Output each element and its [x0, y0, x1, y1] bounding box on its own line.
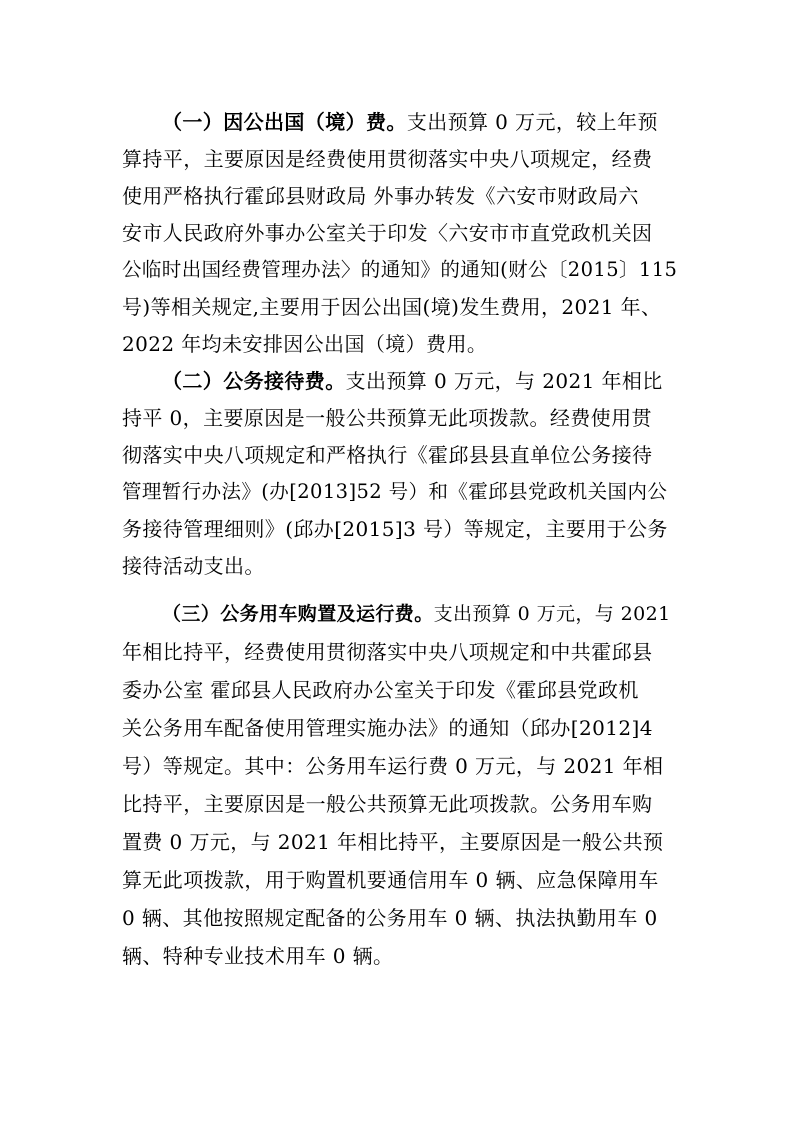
paragraph-2-line-3: 彻落实中央八项规定和严格执行《霍邱县县直单位公务接待 [122, 443, 653, 467]
paragraph-2-heading: （二）公务接待费。 [162, 369, 346, 393]
paragraph-3-line-7: 置费 0 万元，与 2021 年相比持平，主要原因是一般公共预 [122, 830, 664, 854]
paragraph-2-line-2: 持平 0，主要原因是一般公共预算无此项拨款。经费使用贯 [122, 406, 652, 430]
paragraph-3-line-1 [162, 599, 678, 629]
paragraph-2-line-4: 管理暂行办法》(办[2013]52 号）和《霍邱县党政机关国内公 [122, 480, 668, 503]
paragraph-1-line-5: 公临时出国经费管理办法〉的通知》的通知(财公〔2015〕115 [122, 258, 678, 281]
paragraph-3-text: 支出预算 0 万元，与 2021 [433, 603, 671, 625]
paragraph-1-text: 支出预算 0 万元，较上年预 [406, 110, 658, 134]
paragraph-2-line-5: 务接待管理细则》(邱办[2015]3 号）等规定，主要用于公务 [122, 517, 668, 541]
paragraph-3-line-3: 委办公室 霍邱县人民政府办公室关于印发《霍邱县党政机 [122, 678, 639, 702]
paragraph-1-heading: （一）因公出国（境）费。 [162, 110, 407, 134]
paragraph-1-line-7: 2022 年均未安排因公出国（境）费用。 [122, 332, 488, 356]
paragraph-1-line-4: 安市人民政府外事办公室关于印发〈六安市市直党政机关因 [122, 221, 653, 245]
paragraph-3-heading: （三）公务用车购置及运行费。 [162, 603, 434, 625]
paragraph-1-line-2: 算持平，主要原因是经费使用贯彻落实中央八项规定，经费 [122, 147, 653, 171]
paragraph-2-line-6: 接待活动支出。 [122, 554, 265, 578]
paragraph-1-line-1 [162, 107, 678, 137]
paragraph-2-line-1 [162, 366, 678, 396]
paragraph-3-line-5: 号）等规定。其中：公务用车运行费 0 万元，与 2021 年相 [122, 754, 664, 778]
paragraph-3-line-10: 辆、特种专业技术用车 0 辆。 [122, 944, 394, 968]
paragraph-3-line-6: 比持平，主要原因是一般公共预算无此项拨款。公务用车购 [122, 792, 653, 816]
paragraph-3-line-9: 0 辆、其他按照规定配备的公务用车 0 辆、执法执勤用车 0 [122, 906, 658, 930]
paragraph-3-line-2: 年相比持平，经费使用贯彻落实中央八项规定和中共霍邱县 [122, 640, 653, 664]
paragraph-1-line-3: 使用严格执行霍邱县财政局 外事办转发《六安市财政局六 [122, 184, 639, 208]
paragraph-1-line-6: 号)等相关规定,主要用于因公出国(境)发生费用，2021 年、 [122, 295, 662, 319]
paragraph-3-line-8: 算无此项拨款，用于购置机要通信用车 0 辆、应急保障用车 [122, 868, 659, 892]
paragraph-2-text: 支出预算 0 万元，与 2021 年相比 [345, 369, 663, 393]
paragraph-3-line-4: 关公务用车配备使用管理实施办法》的通知（邱办[2012]4 [122, 716, 653, 740]
